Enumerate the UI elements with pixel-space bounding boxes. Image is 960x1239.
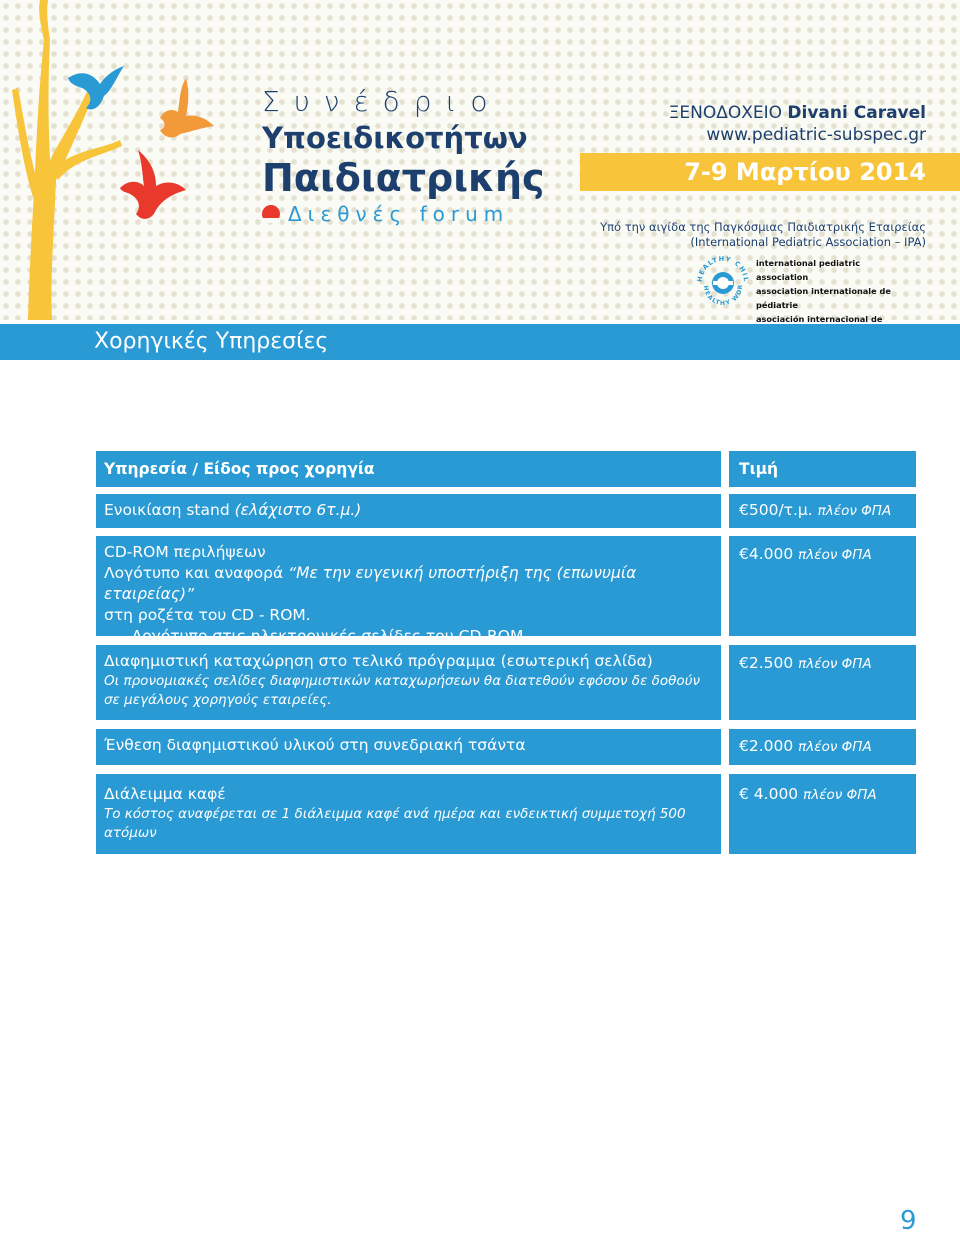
hotel-prefix: ΞΕΝΟΔΟΧΕΙΟ <box>668 103 782 123</box>
ring-bottom-text: HEALTHY WOR <box>701 283 745 308</box>
price-coffee-break-value: € 4.000 <box>739 785 804 803</box>
price-stand <box>729 494 916 528</box>
service-advert-note: Οι προνομιακές σελίδες διαφημιστικών καταχωρήσεων θα διατεθούν εφόσον δε δοθούν σε μεγάλους χορηγούς εταιρείες. <box>104 673 701 708</box>
logo-line-subspecialties: Υποειδικοτήτων <box>262 121 528 155</box>
service-cdrom-mention <box>104 563 713 605</box>
price-advert-unit: πλέον ΦΠΑ <box>798 656 872 672</box>
price-bag-insert <box>729 729 916 765</box>
table-header-price: Τιμή <box>729 451 916 487</box>
price-coffee-break-unit: πλέον ΦΠΑ <box>803 787 877 803</box>
auspices-text <box>600 220 926 250</box>
price-cdrom-unit: πλέον ΦΠΑ <box>798 547 872 563</box>
cdrom-mention-text: Λογότυπο και αναφορά <box>104 564 289 582</box>
service-cdrom: CD-ROM περιλήψεων <box>104 543 266 561</box>
blue-bird-icon <box>68 66 124 110</box>
emblem-bar <box>713 281 733 285</box>
price-advert-value: €2.500 <box>739 654 799 672</box>
service-stand: Ενοικίαση stand <box>104 501 235 519</box>
hotel-name: Divani Caravel <box>787 103 926 123</box>
table-row-bag-insert <box>96 729 721 765</box>
price-stand-value: €500/τ.μ. <box>739 501 818 519</box>
price-cdrom <box>729 536 916 636</box>
service-advert: Διαφημιστική καταχώρηση στο τελικό πρόγραμμα (εσωτερική σελίδα) <box>104 652 653 670</box>
tree-top <box>39 0 50 40</box>
price-stand-unit: πλέον ΦΠΑ <box>817 503 892 519</box>
ipa-name-fr: association internationale de pédiatrie <box>756 286 891 310</box>
price-advert <box>729 645 916 720</box>
logo-line-congress: Συνέδριο <box>262 85 502 118</box>
red-bird-icon <box>120 150 186 219</box>
table-row-cdrom <box>96 536 721 645</box>
tree-with-birds-illustration <box>0 0 260 320</box>
service-coffee-break-note: Το κόστος αναφέρεται σε 1 διάλειμμα καφέ ανά ημέρα και ενδεικτική συμμετοχή 500 ατόμων <box>104 806 686 841</box>
hotel-line <box>669 102 926 124</box>
service-stand-note: (ελάχιστο 6τ.μ.) <box>234 501 362 519</box>
ipa-logo <box>694 252 894 324</box>
table-row-advert <box>96 645 721 720</box>
service-bag-insert: Ένθεση διαφημιστικού υλικού στη συνεδριακή τσάντα <box>104 736 526 754</box>
auspices-line-2: (International Pediatric Association – IPA) <box>690 235 926 249</box>
logo-line-forum <box>262 202 545 226</box>
cdrom-mention-quote: “Με την ευγενική υποστήριξη της (επωνυμία εταιρείας)” <box>104 564 637 603</box>
service-cdrom-logo: -Λογότυπο στις ηλεκτρονικές σελίδες του CD-ROM <box>126 627 524 645</box>
price-bag-insert-unit: πλέον ΦΠΑ <box>798 739 872 755</box>
logo-forum-text: Διεθνές forum <box>288 202 510 226</box>
service-coffee-break: Διάλειμμα καφέ <box>104 785 226 803</box>
ipa-name-en: international pediatric association <box>756 258 861 282</box>
red-half-circle-icon <box>262 205 280 223</box>
logo-line-pediatrics: Παιδιατρικής <box>262 156 545 200</box>
page-number: 9 <box>900 1206 917 1236</box>
table-row-stand <box>96 494 721 528</box>
section-title: Χορηγικές Υπηρεσίες <box>0 324 960 360</box>
price-cdrom-value: €4.000 <box>739 545 799 563</box>
table-header-service: Υπηρεσία / Είδος προς χορηγία <box>96 451 721 487</box>
table-row-coffee-break <box>96 774 721 854</box>
auspices-line-1: Υπό την αιγίδα της Παγκόσμιας Παιδιατρικής Εταιρείας <box>600 220 926 234</box>
header-banner <box>0 0 960 324</box>
website-link[interactable]: www.pediatric-subspec.gr <box>706 125 926 145</box>
healthy-children-emblem-icon <box>694 252 752 312</box>
price-bag-insert-value: €2.000 <box>739 737 799 755</box>
event-dates: 7-9 Μαρτίου 2014 <box>580 153 960 191</box>
ipa-name-es: asociación internacional de <box>756 314 883 324</box>
price-coffee-break <box>729 774 916 854</box>
service-cdrom-rosette: στη ροζέτα του CD - ROM. <box>104 606 311 624</box>
ring-top-text: HEALTHY CHIL <box>695 254 751 283</box>
orange-bird-icon <box>160 78 214 137</box>
conference-logo <box>262 86 545 226</box>
venue-info <box>669 102 926 146</box>
